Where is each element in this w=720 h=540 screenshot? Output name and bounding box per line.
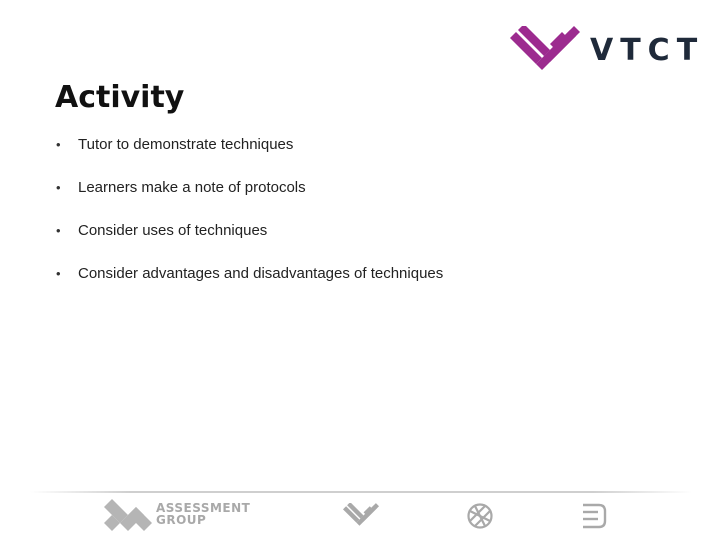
bullet-text: Tutor to demonstrate techniques — [78, 136, 294, 153]
footer-logos — [0, 495, 720, 540]
slide-title: Activity — [55, 80, 185, 115]
bullet-list — [55, 134, 443, 306]
bullet-item — [55, 220, 443, 263]
bullet-dot: • — [56, 180, 61, 195]
bullet-dot: • — [56, 137, 61, 152]
assessment-group-line1: ASSESSMENT — [156, 501, 251, 515]
bullet-item — [55, 177, 443, 220]
assessment-group-icon — [104, 499, 152, 531]
assessment-group-line2: GROUP — [156, 513, 207, 527]
bullet-text: Learners make a note of protocols — [78, 179, 306, 196]
assessment-group-text — [156, 502, 250, 526]
bullet-item — [55, 134, 443, 177]
vtct-logo-text: VTCT — [590, 33, 705, 68]
bullet-item — [55, 263, 443, 306]
bullet-text: Consider uses of techniques — [78, 222, 268, 239]
bullet-dot: • — [56, 266, 61, 281]
bullet-dot: • — [56, 223, 61, 238]
document-icon — [580, 502, 608, 530]
vtct-logo — [510, 26, 705, 76]
footer-divider — [30, 491, 692, 493]
globe-icon — [466, 502, 494, 530]
vtct-chevron-icon — [510, 26, 580, 76]
vtct-chevron-grey-icon — [343, 503, 379, 529]
bullet-text: Consider advantages and disadvantages of techniques — [78, 265, 444, 282]
